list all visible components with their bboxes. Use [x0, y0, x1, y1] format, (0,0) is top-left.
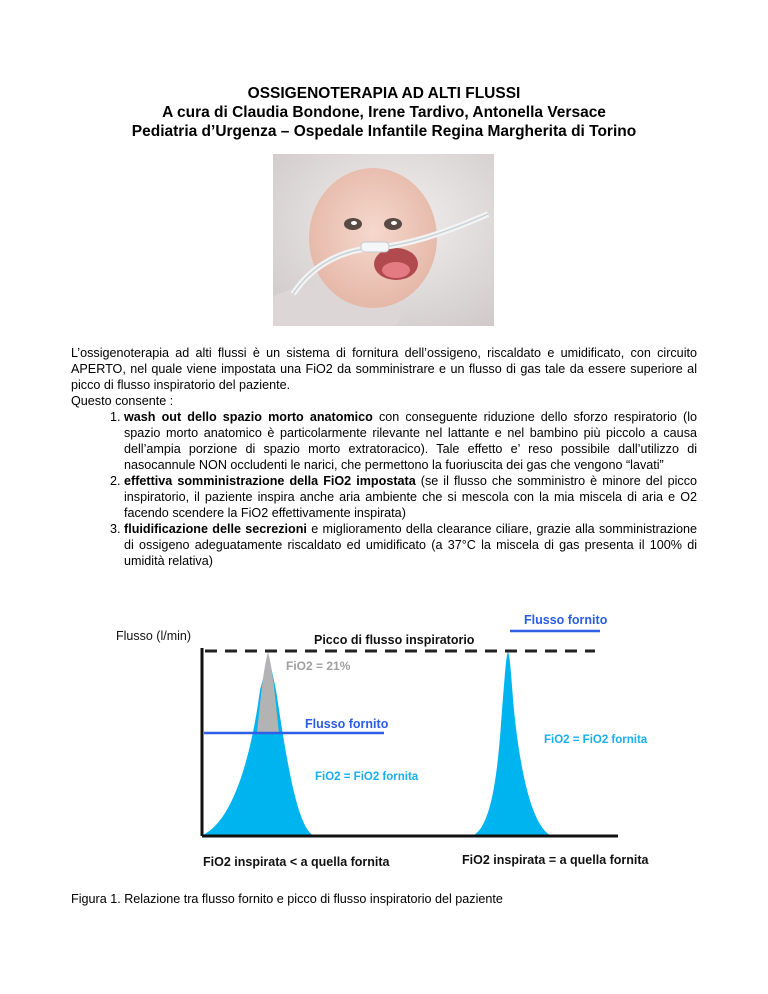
y-axis-label: Flusso (l/min): [116, 629, 192, 643]
right-flow-label: Flusso fornito: [524, 613, 608, 627]
list-item-text: (se il flusso che somministro è minore del picco inspiratorio, il paziente inspira anche aria ambiente che si mescola con la mia miscela di aria e O2 facendo scendere la FiO2 effettivamente inspirata): [124, 474, 697, 520]
right-fio2-label: FiO2 = FiO2 fornita: [544, 734, 648, 746]
list-item-text: e miglioramento della clearance ciliare, grazie alla somministrazione di ossigeno adeguatamente riscaldato ed umidificato (a 37°C la miscela di gas presenta il 100% di umidità relativa): [124, 522, 697, 568]
list-item-title: fluidificazione delle secrezioni: [124, 522, 307, 536]
right-peak-area: [472, 652, 552, 836]
room-air-label: FiO2 = 21%: [286, 659, 351, 673]
list-item: [124, 521, 697, 569]
document-header: [0, 84, 768, 141]
left-fio2-label: FiO2 = FiO2 fornita: [315, 771, 419, 783]
left-flow-label: Flusso fornito: [305, 717, 389, 731]
list-item-title: effettiva somministrazione della FiO2 impostata: [124, 474, 416, 488]
intro-paragraph: L’ossigenoterapia ad alti flussi è un sistema di fornitura dell’ossigeno, riscaldato e umidificato, con circuito APERTO, nel quale viene impostata una FiO2 da somministrare e un flusso di gas tale da essere superiore al picco di flusso inspiratorio del paziente.: [71, 346, 697, 392]
document-title: OSSIGENOTERAPIA AD ALTI FLUSSI: [247, 85, 521, 102]
left-peak-delivered-area: [200, 652, 314, 836]
document-affiliation: Pediatria d’Urgenza – Ospedale Infantile Regina Margherita di Torino: [131, 123, 637, 140]
right-caption: FiO2 inspirata = a quella fornita: [462, 853, 649, 867]
list-item: [124, 409, 697, 473]
lead-text: Questo consente :: [71, 394, 174, 408]
infant-nasal-cannula-photo: [273, 154, 494, 326]
left-caption: FiO2 inspirata < a quella fornita: [203, 855, 390, 869]
figure-caption: Figura 1. Relazione tra flusso fornito e picco di flusso inspiratorio del paziente: [71, 892, 503, 906]
body-text: [71, 345, 697, 569]
list-item-text: con conseguente riduzione dello sforzo respiratorio (lo spazio morto anatomico è particolarmente rilevante nel lattante e nel bambino più piccolo a causa dell’ampia porzione di spazio morto extratoracico). Tale effetto e’ reso possibile dall’utilizzo di nasocannule NON occludenti le narici, che permettono la fuoriuscita dei gas che vengono “lavati”: [124, 410, 698, 472]
benefits-list: [71, 409, 697, 569]
list-item-title: wash out dello spazio morto anatomico: [124, 410, 373, 424]
list-item: [124, 473, 697, 521]
peak-flow-label: Picco di flusso inspiratorio: [314, 633, 475, 647]
flow-diagram: [100, 600, 680, 890]
document-authors: A cura di Claudia Bondone, Irene Tardivo, Antonella Versace: [162, 104, 606, 121]
